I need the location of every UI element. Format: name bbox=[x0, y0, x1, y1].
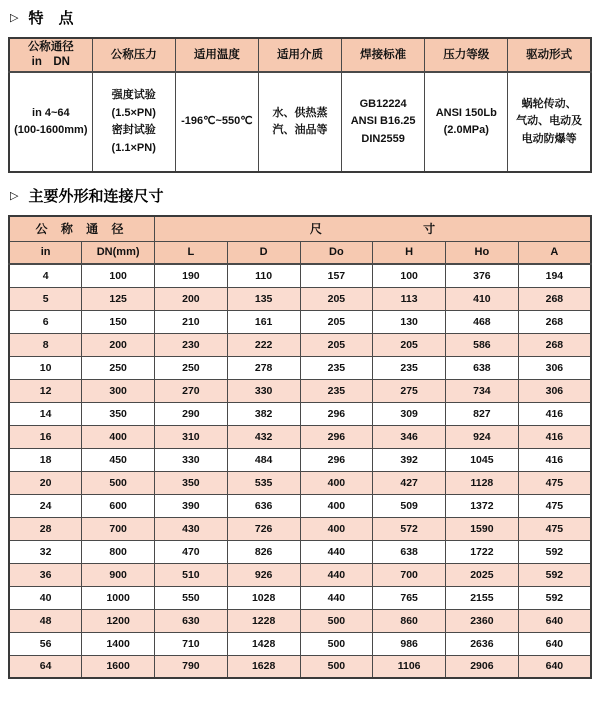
dimension-cell: 416 bbox=[518, 448, 591, 471]
dimension-cell: 222 bbox=[227, 333, 300, 356]
dimension-cell: 510 bbox=[155, 563, 228, 586]
features-cell-nominal-diameter: in 4~64 (100-1600mm) bbox=[9, 72, 92, 172]
dimension-row bbox=[9, 517, 591, 540]
dimension-row bbox=[9, 540, 591, 563]
dimension-cell: 416 bbox=[518, 402, 591, 425]
dimension-cell: 400 bbox=[300, 494, 373, 517]
dimension-cell: 640 bbox=[518, 655, 591, 678]
col-header-d: D bbox=[227, 241, 300, 264]
dimension-cell: 8 bbox=[9, 333, 82, 356]
dimension-cell: 205 bbox=[300, 333, 373, 356]
dimension-cell: 14 bbox=[9, 402, 82, 425]
dimension-cell: 350 bbox=[155, 471, 228, 494]
dimension-cell: 230 bbox=[155, 333, 228, 356]
dimension-cell: 161 bbox=[227, 310, 300, 333]
dimension-cell: 1722 bbox=[446, 540, 519, 563]
dimension-cell: 16 bbox=[9, 425, 82, 448]
dimension-cell: 2360 bbox=[446, 609, 519, 632]
dimension-cell: 600 bbox=[82, 494, 155, 517]
dimension-cell: 765 bbox=[373, 586, 446, 609]
nominal-diameter-group-header: 公 称 通 径 bbox=[9, 216, 155, 241]
dimension-cell: 390 bbox=[155, 494, 228, 517]
dimension-cell: 1045 bbox=[446, 448, 519, 471]
dimension-cell: 24 bbox=[9, 494, 82, 517]
dimension-cell: 268 bbox=[518, 333, 591, 356]
dimension-row bbox=[9, 586, 591, 609]
col-header-dn: DN(mm) bbox=[82, 241, 155, 264]
dimension-cell: 290 bbox=[155, 402, 228, 425]
dimension-cell: 2155 bbox=[446, 586, 519, 609]
dimension-cell: 32 bbox=[9, 540, 82, 563]
dimension-cell: 484 bbox=[227, 448, 300, 471]
dimension-cell: 296 bbox=[300, 425, 373, 448]
dimension-cell: 726 bbox=[227, 517, 300, 540]
dimension-cell: 18 bbox=[9, 448, 82, 471]
dimension-cell: 1400 bbox=[82, 632, 155, 655]
features-col-nominal-diameter: 公称通径 in DN bbox=[9, 38, 92, 72]
dimension-cell: 6 bbox=[9, 310, 82, 333]
dimension-cell: 430 bbox=[155, 517, 228, 540]
dimension-cell: 48 bbox=[9, 609, 82, 632]
dimension-cell: 640 bbox=[518, 632, 591, 655]
dimension-cell: 300 bbox=[82, 379, 155, 402]
dimension-cell: 638 bbox=[446, 356, 519, 379]
dimension-cell: 638 bbox=[373, 540, 446, 563]
features-table bbox=[8, 37, 592, 173]
dimension-row bbox=[9, 356, 591, 379]
features-col-media: 适用介质 bbox=[258, 38, 341, 72]
triangle-bullet-icon: ▷ bbox=[10, 190, 19, 202]
dimension-cell: 275 bbox=[373, 379, 446, 402]
dimension-cell: 1372 bbox=[446, 494, 519, 517]
features-col-temperature: 适用温度 bbox=[175, 38, 258, 72]
features-section-heading bbox=[10, 10, 592, 28]
features-cell-pressure-class: ANSI 150Lb (2.0MPa) bbox=[425, 72, 508, 172]
dimension-cell: 468 bbox=[446, 310, 519, 333]
dimension-cell: 924 bbox=[446, 425, 519, 448]
dimension-cell: 235 bbox=[373, 356, 446, 379]
dimension-cell: 10 bbox=[9, 356, 82, 379]
features-col-pressure-class: 压力等级 bbox=[425, 38, 508, 72]
dimension-cell: 130 bbox=[373, 310, 446, 333]
features-header-row bbox=[9, 38, 591, 72]
dimension-cell: 640 bbox=[518, 609, 591, 632]
col-header-ho: Ho bbox=[446, 241, 519, 264]
features-cell-drive-type: 蜗轮传动、 气动、电动及 电动防爆等 bbox=[508, 72, 591, 172]
dimension-cell: 1628 bbox=[227, 655, 300, 678]
dimension-cell: 64 bbox=[9, 655, 82, 678]
dimension-cell: 205 bbox=[300, 310, 373, 333]
dimension-cell: 1200 bbox=[82, 609, 155, 632]
dimension-cell: 4 bbox=[9, 264, 82, 287]
dimension-cell: 860 bbox=[373, 609, 446, 632]
dimension-row bbox=[9, 471, 591, 494]
dimension-cell: 392 bbox=[373, 448, 446, 471]
dimension-row bbox=[9, 402, 591, 425]
size-label-right: 寸 bbox=[423, 222, 436, 237]
dimension-cell: 330 bbox=[155, 448, 228, 471]
dimension-cell: 790 bbox=[155, 655, 228, 678]
features-col-nominal-pressure: 公称压力 bbox=[92, 38, 175, 72]
dimension-cell: 235 bbox=[300, 356, 373, 379]
dimension-cell: 56 bbox=[9, 632, 82, 655]
col-header-in: in bbox=[9, 241, 82, 264]
dimension-cell: 1000 bbox=[82, 586, 155, 609]
dimension-row bbox=[9, 310, 591, 333]
dimension-cell: 700 bbox=[373, 563, 446, 586]
dimension-cell: 500 bbox=[300, 632, 373, 655]
dimension-cell: 296 bbox=[300, 448, 373, 471]
dimension-cell: 509 bbox=[373, 494, 446, 517]
dimension-cell: 440 bbox=[300, 586, 373, 609]
dimension-cell: 268 bbox=[518, 287, 591, 310]
dimension-cell: 986 bbox=[373, 632, 446, 655]
triangle-bullet-icon: ▷ bbox=[10, 12, 19, 24]
dimension-cell: 2906 bbox=[446, 655, 519, 678]
dimension-row bbox=[9, 264, 591, 287]
dimension-cell: 2636 bbox=[446, 632, 519, 655]
dimension-cell: 535 bbox=[227, 471, 300, 494]
dimension-cell: 900 bbox=[82, 563, 155, 586]
dimension-cell: 1590 bbox=[446, 517, 519, 540]
dimension-cell: 157 bbox=[300, 264, 373, 287]
dimension-cell: 28 bbox=[9, 517, 82, 540]
dimension-cell: 636 bbox=[227, 494, 300, 517]
dimension-cell: 586 bbox=[446, 333, 519, 356]
dimension-row bbox=[9, 425, 591, 448]
features-col-drive-type: 驱动形式 bbox=[508, 38, 591, 72]
dimension-cell: 278 bbox=[227, 356, 300, 379]
dimension-row bbox=[9, 287, 591, 310]
dimension-cell: 475 bbox=[518, 494, 591, 517]
dimension-row bbox=[9, 333, 591, 356]
dimension-cell: 440 bbox=[300, 563, 373, 586]
col-header-do: Do bbox=[300, 241, 373, 264]
dimension-cell: 630 bbox=[155, 609, 228, 632]
dimension-cell: 1228 bbox=[227, 609, 300, 632]
dimension-cell: 826 bbox=[227, 540, 300, 563]
dimensions-tbody bbox=[9, 264, 591, 678]
dimension-cell: 500 bbox=[82, 471, 155, 494]
dimension-cell: 110 bbox=[227, 264, 300, 287]
dimension-cell: 500 bbox=[300, 609, 373, 632]
dimension-cell: 700 bbox=[82, 517, 155, 540]
dimension-cell: 350 bbox=[82, 402, 155, 425]
features-cell-temperature: -196℃~550℃ bbox=[175, 72, 258, 172]
dimension-cell: 710 bbox=[155, 632, 228, 655]
dimension-cell: 190 bbox=[155, 264, 228, 287]
dimension-cell: 135 bbox=[227, 287, 300, 310]
size-label-left: 尺 bbox=[309, 222, 322, 237]
dimension-cell: 36 bbox=[9, 563, 82, 586]
dimension-cell: 113 bbox=[373, 287, 446, 310]
dimension-cell: 382 bbox=[227, 402, 300, 425]
dimension-cell: 450 bbox=[82, 448, 155, 471]
dimension-cell: 572 bbox=[373, 517, 446, 540]
dimension-cell: 1106 bbox=[373, 655, 446, 678]
dimension-cell: 268 bbox=[518, 310, 591, 333]
dimension-cell: 500 bbox=[300, 655, 373, 678]
dimension-cell: 270 bbox=[155, 379, 228, 402]
dimension-cell: 205 bbox=[373, 333, 446, 356]
dimension-row bbox=[9, 563, 591, 586]
dimension-cell: 296 bbox=[300, 402, 373, 425]
col-header-l: L bbox=[155, 241, 228, 264]
dimension-cell: 1600 bbox=[82, 655, 155, 678]
dimension-cell: 125 bbox=[82, 287, 155, 310]
dimension-cell: 800 bbox=[82, 540, 155, 563]
features-col-welding-standard: 焊接标准 bbox=[342, 38, 425, 72]
col-header-h: H bbox=[373, 241, 446, 264]
dimension-cell: 827 bbox=[446, 402, 519, 425]
dimensions-column-header-row bbox=[9, 241, 591, 264]
features-section-title: 特 点 bbox=[28, 10, 74, 27]
dimension-cell: 432 bbox=[227, 425, 300, 448]
dimension-cell: 210 bbox=[155, 310, 228, 333]
dimension-cell: 40 bbox=[9, 586, 82, 609]
dimension-cell: 592 bbox=[518, 563, 591, 586]
dimension-cell: 440 bbox=[300, 540, 373, 563]
dimension-cell: 400 bbox=[300, 517, 373, 540]
dimension-cell: 470 bbox=[155, 540, 228, 563]
dimension-cell: 100 bbox=[373, 264, 446, 287]
dimension-cell: 592 bbox=[518, 586, 591, 609]
dimension-cell: 5 bbox=[9, 287, 82, 310]
dimension-cell: 1428 bbox=[227, 632, 300, 655]
dimension-cell: 400 bbox=[82, 425, 155, 448]
dimension-cell: 200 bbox=[155, 287, 228, 310]
features-cell-welding-standard: GB12224 ANSI B16.25 DIN2559 bbox=[342, 72, 425, 172]
dimension-cell: 734 bbox=[446, 379, 519, 402]
dimension-cell: 416 bbox=[518, 425, 591, 448]
dimension-cell: 1128 bbox=[446, 471, 519, 494]
dimension-cell: 20 bbox=[9, 471, 82, 494]
features-data-row bbox=[9, 72, 591, 172]
dimension-row bbox=[9, 448, 591, 471]
dimension-cell: 150 bbox=[82, 310, 155, 333]
dimension-cell: 1028 bbox=[227, 586, 300, 609]
dimension-cell: 235 bbox=[300, 379, 373, 402]
dimension-row bbox=[9, 609, 591, 632]
dimensions-section-heading bbox=[10, 188, 592, 206]
dimension-row bbox=[9, 379, 591, 402]
features-cell-nominal-pressure: 强度试验 (1.5×PN) 密封试验 (1.1×PN) bbox=[92, 72, 175, 172]
dimension-cell: 310 bbox=[155, 425, 228, 448]
dimension-cell: 926 bbox=[227, 563, 300, 586]
dimension-cell: 346 bbox=[373, 425, 446, 448]
dimension-cell: 205 bbox=[300, 287, 373, 310]
dimension-cell: 250 bbox=[155, 356, 228, 379]
dimension-cell: 330 bbox=[227, 379, 300, 402]
dimension-row bbox=[9, 494, 591, 517]
dimensions-table bbox=[8, 215, 592, 679]
dimensions-section-title: 主要外形和连接尺寸 bbox=[28, 188, 164, 205]
dimension-cell: 306 bbox=[518, 379, 591, 402]
dimension-cell: 550 bbox=[155, 586, 228, 609]
size-group-header bbox=[155, 216, 592, 241]
dimension-cell: 200 bbox=[82, 333, 155, 356]
dimension-cell: 475 bbox=[518, 471, 591, 494]
dimension-cell: 376 bbox=[446, 264, 519, 287]
dimension-cell: 306 bbox=[518, 356, 591, 379]
dimension-cell: 309 bbox=[373, 402, 446, 425]
dimension-cell: 475 bbox=[518, 517, 591, 540]
dimension-cell: 2025 bbox=[446, 563, 519, 586]
dimension-cell: 12 bbox=[9, 379, 82, 402]
dimension-row bbox=[9, 632, 591, 655]
dimension-cell: 400 bbox=[300, 471, 373, 494]
dimension-cell: 250 bbox=[82, 356, 155, 379]
dimension-row bbox=[9, 655, 591, 678]
dimension-cell: 194 bbox=[518, 264, 591, 287]
dimensions-group-header-row bbox=[9, 216, 591, 241]
col-header-a: A bbox=[518, 241, 591, 264]
dimension-cell: 410 bbox=[446, 287, 519, 310]
dimension-cell: 100 bbox=[82, 264, 155, 287]
dimension-cell: 592 bbox=[518, 540, 591, 563]
features-cell-media: 水、供热蒸 汽、油品等 bbox=[258, 72, 341, 172]
dimension-cell: 427 bbox=[373, 471, 446, 494]
